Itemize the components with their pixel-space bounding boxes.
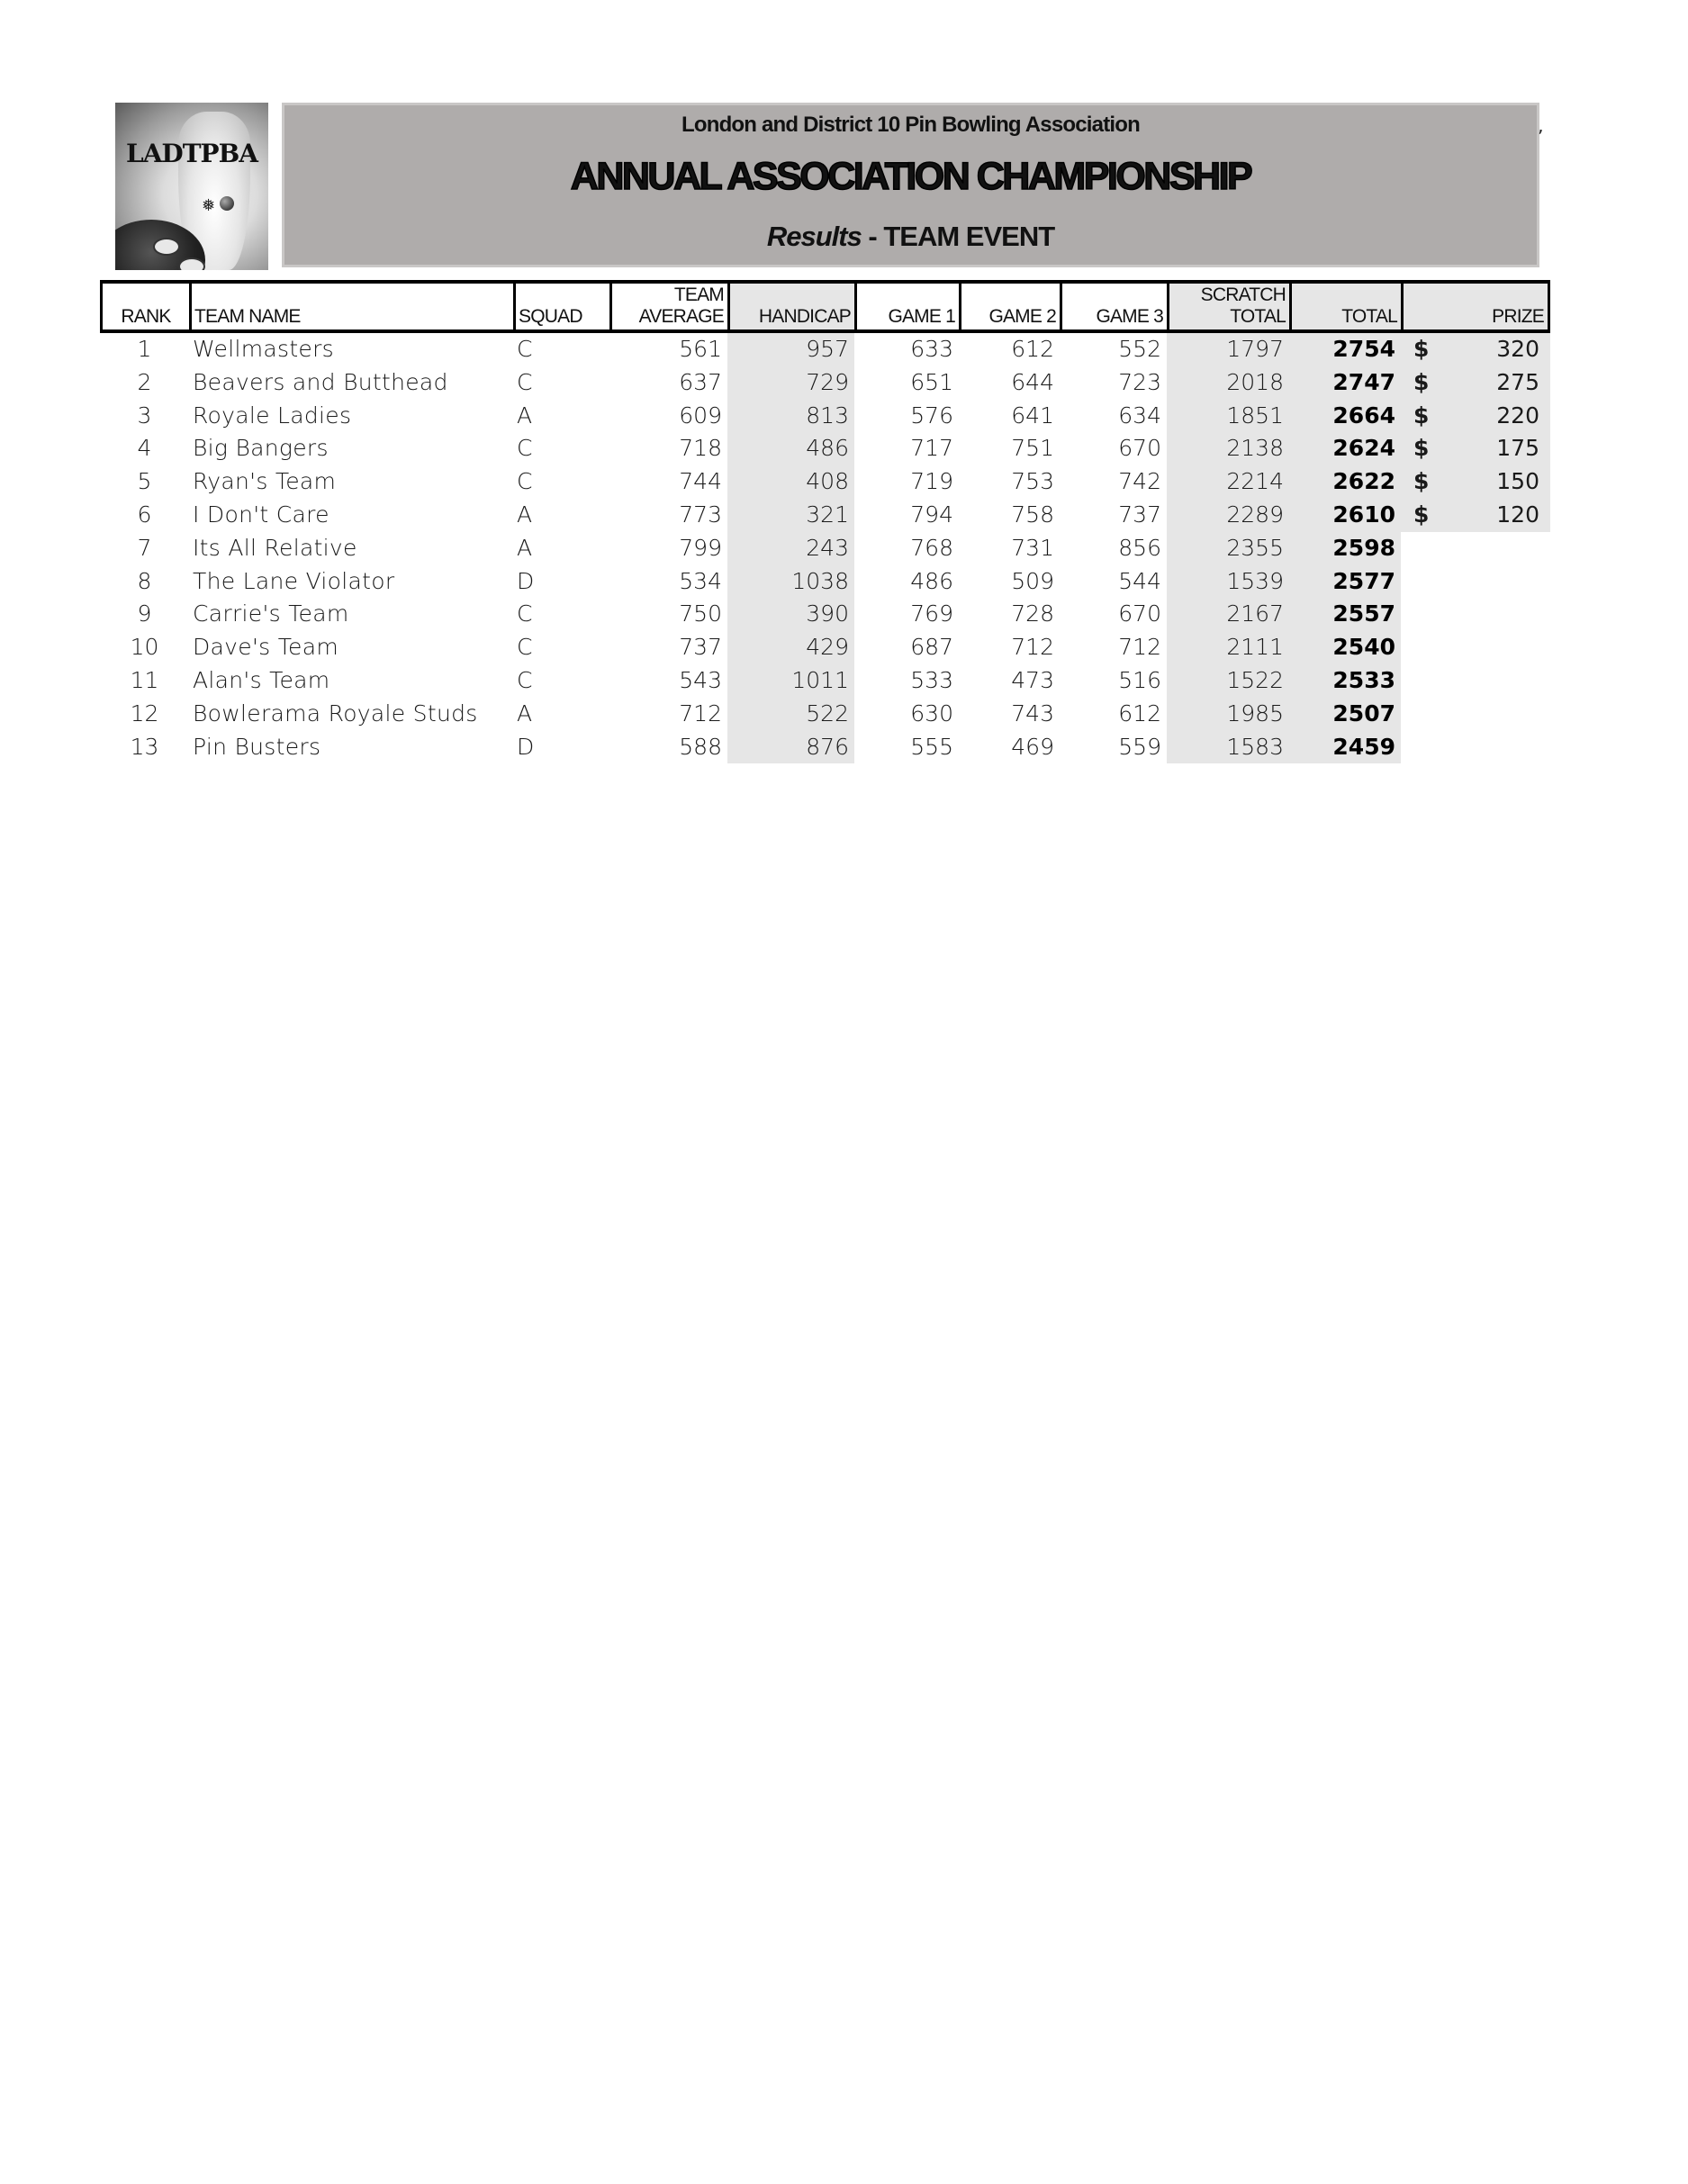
table-row [100,532,1550,565]
cell-game-2: 728 [1011,600,1054,627]
cell-game-2: 753 [1011,468,1054,495]
cell-rank: 2 [137,368,152,395]
header-scratch-line1: SCRATCH [1200,284,1286,305]
cell-team-name: Beavers and Butthead [193,368,448,395]
cell-game-2: 469 [1011,733,1054,760]
table-body [100,333,1550,763]
cell-game-2: 731 [1011,534,1054,561]
clipped-glyph: ’ [1538,126,1544,148]
cell-team-name: Ryan's Team [193,468,337,495]
ball-hole-icon [153,238,180,256]
cell-rank: 8 [137,567,152,594]
cell-team-name: Carrie's Team [193,600,349,627]
cell-prize [1401,366,1550,400]
cell-scratch-total: 2111 [1167,631,1289,664]
cell-handicap: 486 [727,432,854,465]
cell-squad: A [517,699,533,726]
cell-game-1: 633 [910,336,953,362]
cell-handicap: 876 [727,731,854,764]
cell-game-3: 856 [1118,534,1161,561]
cell-scratch-total: 1539 [1167,565,1289,599]
cell-team-name: I Don't Care [193,501,329,528]
cell-squad: D [517,733,535,760]
cell-total: 2533 [1289,664,1401,698]
cell-team-average: 543 [679,666,722,693]
cell-total: 2577 [1289,565,1401,599]
cell-game-1: 630 [910,699,953,726]
cell-game-3: 544 [1118,567,1161,594]
cell-team-average: 737 [679,634,722,661]
cell-scratch-total: 1797 [1167,333,1289,366]
cell-handicap: 321 [727,499,854,532]
header-scratch-total [1169,284,1292,329]
cell-scratch-total: 2214 [1167,465,1289,499]
maple-leaf-icon: ❅ [202,196,216,215]
header-game-1: GAME 1 [857,284,961,329]
table-row [100,698,1550,731]
cell-game-3: 670 [1118,600,1161,627]
cell-team-name: Dave's Team [193,634,339,661]
cell-game-3: 634 [1118,402,1161,429]
cell-handicap: 522 [727,698,854,731]
cell-rank: 4 [137,435,152,462]
cell-game-3: 516 [1118,666,1161,693]
table-header [100,280,1550,333]
cell-scratch-total: 1522 [1167,664,1289,698]
page-subtitle [284,221,1537,253]
cell-team-average: 799 [679,534,722,561]
cell-total: 2540 [1289,631,1401,664]
cell-game-1: 555 [910,733,953,760]
logo-text: LADTPBA [126,139,257,168]
header-game-2: GAME 2 [961,284,1062,329]
cell-handicap: 1011 [727,664,854,698]
cell-handicap: 429 [727,631,854,664]
cell-squad: C [517,600,533,627]
cell-game-2: 473 [1011,666,1054,693]
cell-rank: 12 [130,699,159,726]
cell-scratch-total: 1851 [1167,400,1289,433]
cell-prize [1401,333,1550,366]
table-row [100,333,1550,366]
cell-team-average: 534 [679,567,722,594]
cell-prize [1401,432,1550,465]
table-row [100,366,1550,400]
cell-team-average: 561 [679,336,722,362]
currency-symbol: $ [1413,402,1430,429]
cell-total: 2754 [1289,333,1401,366]
cell-rank: 7 [137,534,152,561]
header-scratch-line2: TOTAL [1230,306,1286,327]
table-row [100,598,1550,631]
cell-team-average: 588 [679,733,722,760]
header-squad: SQUAD [516,284,612,329]
cell-game-3: 552 [1118,336,1161,362]
cell-game-1: 486 [910,567,953,594]
cell-game-2: 644 [1011,368,1054,395]
table-row [100,400,1550,433]
cell-game-1: 769 [910,600,953,627]
cell-handicap: 957 [727,333,854,366]
cell-rank: 11 [130,666,159,693]
table-row [100,664,1550,698]
cell-game-1: 719 [910,468,953,495]
page-title: ANNUAL ASSOCIATION CHAMPIONSHIP [570,155,1251,198]
cell-rank: 13 [130,733,159,760]
cell-team-average: 750 [679,600,722,627]
cell-game-1: 576 [910,402,953,429]
cell-squad: C [517,634,533,661]
cell-squad: A [517,501,533,528]
cell-rank: 6 [137,501,152,528]
cell-team-average: 744 [679,468,722,495]
cell-prize [1401,400,1550,433]
cell-game-3: 559 [1118,733,1161,760]
cell-total: 2624 [1289,432,1401,465]
currency-symbol: $ [1413,501,1430,528]
cell-game-3: 712 [1118,634,1161,661]
cell-game-1: 687 [910,634,953,661]
prize-amount: 220 [1496,402,1539,429]
cell-game-2: 641 [1011,402,1054,429]
header-team-average-line2: AVERAGE [638,306,724,327]
header-team-name: TEAM NAME [192,284,516,329]
currency-symbol: $ [1413,336,1430,362]
cell-squad: A [517,534,533,561]
cell-team-average: 773 [679,501,722,528]
header-total: TOTAL [1292,284,1404,329]
cell-total: 2459 [1289,731,1401,764]
cell-team-average: 637 [679,368,722,395]
subtitle-event: - TEAM EVENT [861,221,1055,252]
currency-symbol: $ [1413,368,1430,395]
cell-team-average: 609 [679,402,722,429]
prize-amount: 275 [1496,368,1539,395]
title-banner [282,103,1539,267]
header-prize: PRIZE [1404,284,1548,329]
cell-prize [1401,465,1550,499]
cell-team-name: Royale Ladies [193,402,352,429]
cell-game-3: 612 [1118,699,1161,726]
header-team-average-line1: TEAM [673,284,724,305]
table-row [100,465,1550,499]
header-rank: RANK [103,284,192,329]
cell-game-1: 651 [910,368,953,395]
cell-game-2: 751 [1011,435,1054,462]
cell-total: 2747 [1289,366,1401,400]
cell-total: 2610 [1289,499,1401,532]
association-name: London and District 10 Pin Bowling Association [681,113,1140,137]
cell-prize [1401,499,1550,532]
cell-total: 2622 [1289,465,1401,499]
cell-scratch-total: 2138 [1167,432,1289,465]
cell-squad: D [517,567,535,594]
cell-team-name: Bowlerama Royale Studs [193,699,478,726]
ladtpba-logo [115,103,268,270]
currency-symbol: $ [1413,435,1430,462]
cell-total: 2557 [1289,598,1401,631]
cell-rank: 5 [137,468,152,495]
cell-rank: 9 [137,600,152,627]
cell-team-name: Pin Busters [193,733,321,760]
cell-handicap: 1038 [727,565,854,599]
prize-amount: 320 [1496,336,1539,362]
cell-handicap: 243 [727,532,854,565]
cell-team-average: 718 [679,435,722,462]
cell-game-3: 670 [1118,435,1161,462]
cell-handicap: 408 [727,465,854,499]
cell-game-2: 743 [1011,699,1054,726]
cell-scratch-total: 2167 [1167,598,1289,631]
cell-team-average: 712 [679,699,722,726]
cell-squad: C [517,468,533,495]
cell-squad: C [517,336,533,362]
cell-squad: C [517,666,533,693]
prize-amount: 175 [1496,435,1539,462]
table-row [100,432,1550,465]
cell-rank: 10 [130,634,159,661]
cell-game-3: 737 [1118,501,1161,528]
subtitle-results: Results [766,221,862,252]
cell-handicap: 390 [727,598,854,631]
ball-hole-icon [178,257,205,270]
cell-rank: 1 [137,336,152,362]
cell-total: 2598 [1289,532,1401,565]
cell-team-name: Big Bangers [193,435,329,462]
table-row [100,631,1550,664]
cell-squad: A [517,402,533,429]
cell-total: 2507 [1289,698,1401,731]
table-row [100,499,1550,532]
cell-rank: 3 [137,402,152,429]
cell-scratch-total: 2018 [1167,366,1289,400]
cell-handicap: 813 [727,400,854,433]
cell-game-1: 794 [910,501,953,528]
cell-team-name: Alan's Team [193,666,330,693]
cell-game-1: 768 [910,534,953,561]
cell-scratch-total: 2355 [1167,532,1289,565]
cell-game-2: 509 [1011,567,1054,594]
cell-scratch-total: 1985 [1167,698,1289,731]
table-row [100,731,1550,764]
cell-game-2: 712 [1011,634,1054,661]
cell-scratch-total: 1583 [1167,731,1289,764]
results-table [100,280,1550,763]
table-row [100,565,1550,599]
cell-game-1: 717 [910,435,953,462]
prize-amount: 120 [1496,501,1539,528]
cell-game-2: 612 [1011,336,1054,362]
cell-squad: C [517,368,533,395]
header-handicap: HANDICAP [730,284,857,329]
header-game-3: GAME 3 [1062,284,1169,329]
cell-squad: C [517,435,533,462]
cell-team-name: Wellmasters [193,336,335,362]
cell-team-name: The Lane Violator [193,567,395,594]
cell-game-2: 758 [1011,501,1054,528]
cell-game-1: 533 [910,666,953,693]
currency-symbol: $ [1413,468,1430,495]
cell-game-3: 723 [1118,368,1161,395]
cell-total: 2664 [1289,400,1401,433]
cell-scratch-total: 2289 [1167,499,1289,532]
cell-game-3: 742 [1118,468,1161,495]
header-team-average [612,284,730,329]
cell-handicap: 729 [727,366,854,400]
ball-charm-icon [220,196,234,211]
prize-amount: 150 [1496,468,1539,495]
cell-team-name: Its All Relative [193,534,357,561]
